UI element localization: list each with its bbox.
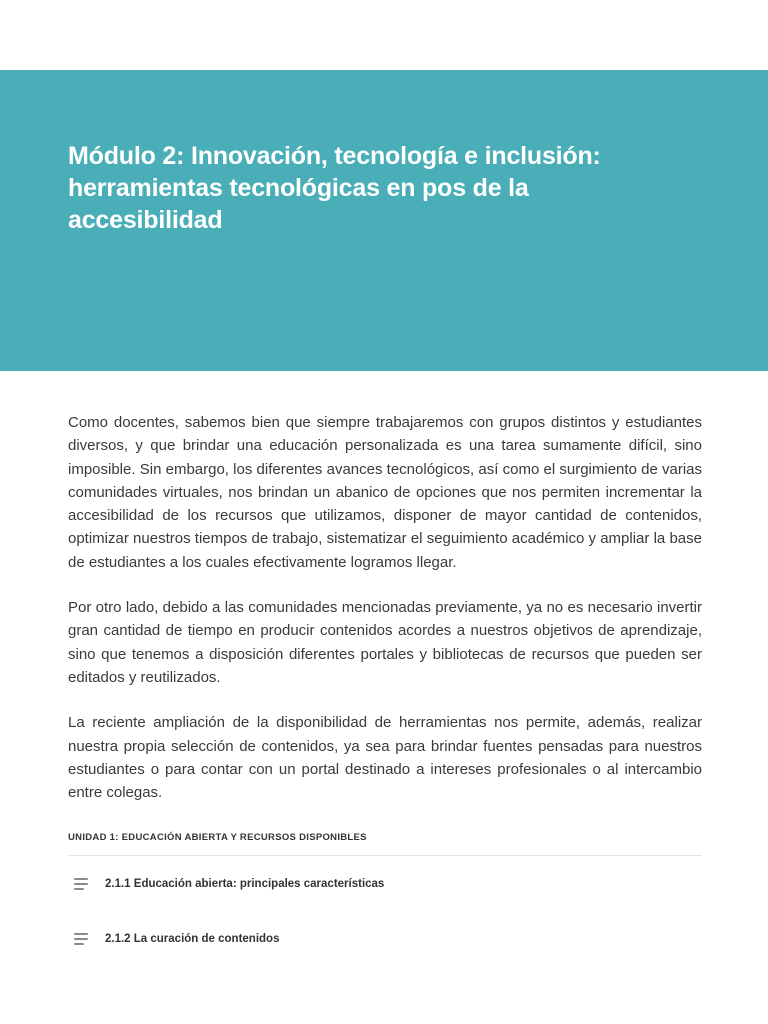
- unit-header: UNIDAD 1: EDUCACIÓN ABIERTA Y RECURSOS DISPONIBLES: [68, 832, 702, 856]
- lesson-lines-icon: [74, 878, 90, 890]
- lesson-item-educacion-abierta[interactable]: [68, 856, 702, 911]
- top-spacer: [0, 0, 768, 70]
- lesson-list: [68, 856, 702, 966]
- module-content: [0, 371, 768, 966]
- lesson-label: 2.1.1 Educación abierta: principales características: [105, 877, 385, 890]
- lesson-label: 2.1.2 La curación de contenidos: [105, 932, 280, 945]
- intro-paragraph-2: Por otro lado, debido a las comunidades mencionadas previamente, ya no es necesario invertir gran cantidad de tiempo en producir contenidos acordes a nuestros objetivos de aprendizaje, sino que tenemos a disposición diferentes portales y bibliotecas de recursos que pueden ser editados y reutilizados.: [68, 599, 702, 686]
- lesson-lines-icon: [74, 933, 90, 945]
- module-hero-banner: [0, 70, 768, 371]
- lesson-item-curacion-contenidos[interactable]: [68, 911, 702, 966]
- intro-paragraph-1: Como docentes, sabemos bien que siempre trabajaremos con grupos distintos y estudiantes diversos, y que brindar una educación personalizada es una tarea sumamente difícil, sino imposible. Sin embargo, los diferentes avances tecnológicos, así como el surgimiento de varias comunidades virtuales, nos brindan un abanico de opciones que nos permiten incrementar la accesibilidad de los recursos que utilizamos, disponer de mayor cantidad de contenidos, optimizar nuestros tiempos de trabajo, sistematizar el seguimiento académico y ampliar la base de estudiantes a los cuales efectivamente logramos llegar.: [68, 414, 702, 571]
- intro-paragraph-3: La reciente ampliación de la disponibilidad de herramientas nos permite, además, realizar nuestra propia selección de contenidos, ya sea para brindar fuentes pensadas para nuestros estudiantes o para contar con un portal destinado a intereses profesionales o al intercambio entre colegas.: [68, 714, 702, 802]
- module-title: Módulo 2: Innovación, tecnología e inclusión: herramientas tecnológicas en pos de la accesibilidad: [68, 142, 601, 234]
